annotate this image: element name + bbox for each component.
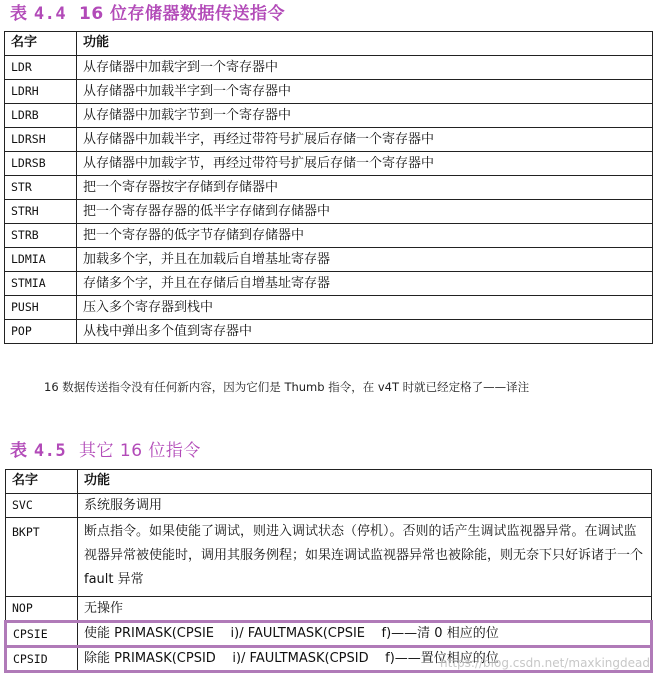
row-mnemonic: LDR (5, 56, 77, 80)
table-row (5, 320, 653, 344)
table-4-5-title: 表 4.5 其它 16 位指令 (10, 441, 201, 461)
table-row (6, 494, 652, 518)
table-row (5, 272, 653, 296)
table-row (5, 200, 653, 224)
row-mnemonic: LDRSH (5, 128, 77, 152)
row-description: 从存储器中加载字到一个寄存器中 (77, 56, 653, 80)
row-description: 从存储器中加载字节，再经过带符号扩展后存储一个寄存器中 (77, 152, 653, 176)
row-mnemonic: POP (5, 320, 77, 344)
table-row (5, 296, 653, 320)
row-mnemonic: STRB (5, 224, 77, 248)
table-row (5, 176, 653, 200)
table-row (5, 248, 653, 272)
row-mnemonic: BKPT (6, 518, 78, 597)
row-mnemonic: SVC (6, 494, 78, 518)
table-row (6, 597, 652, 622)
row-description: 把一个寄存器存器的低半字存储到存储器中 (77, 200, 653, 224)
table-row (5, 152, 653, 176)
row-description: 从存储器中加载半字到一个寄存器中 (77, 80, 653, 104)
row-mnemonic: NOP (6, 597, 78, 622)
row-description: 断点指令。如果使能了调试，则进入调试状态（停机）。否则的话产生调试监视器异常。在调试监视器异常被使能时，调用其服务例程；如果连调试监视器异常也被除能，则无奈下只好诉诸于一个 fault 异常 (78, 518, 652, 597)
row-mnemonic: LDRB (5, 104, 77, 128)
table-row (5, 80, 653, 104)
row-mnemonic: LDMIA (5, 248, 77, 272)
row-description: 从存储器中加载字节到一个寄存器中 (77, 104, 653, 128)
watermark: https://blog.csdn.net/maxkingdead (440, 656, 650, 670)
table-4-4 (4, 31, 653, 344)
row-mnemonic: CPSID (6, 647, 78, 672)
translator-note: 16 数据传送指令没有任何新内容，因为它们是 Thumb 指令，在 v4T 时就已经定格了——译注 (44, 380, 530, 394)
row-description: 使能 PRIMASK(CPSIE i)/ FAULTMASK(CPSIE f)——清 0 相应的位 (78, 622, 652, 647)
table-row (5, 104, 653, 128)
table-row (5, 56, 653, 80)
header-function: 功能 (78, 470, 652, 494)
table-row (5, 224, 653, 248)
row-description: 加载多个字，并且在加载后自增基址寄存器 (77, 248, 653, 272)
row-description: 把一个寄存器的低字节存储到存储器中 (77, 224, 653, 248)
row-mnemonic: STR (5, 176, 77, 200)
table-row-highlighted (6, 622, 652, 647)
row-mnemonic: PUSH (5, 296, 77, 320)
row-mnemonic: STRH (5, 200, 77, 224)
row-description: 压入多个寄存器到栈中 (77, 296, 653, 320)
table-header-row (5, 32, 653, 56)
row-mnemonic: CPSIE (6, 622, 78, 647)
row-description: 系统服务调用 (78, 494, 652, 518)
row-mnemonic: LDRSB (5, 152, 77, 176)
table-row (5, 128, 653, 152)
row-description: 从栈中弹出多个值到寄存器中 (77, 320, 653, 344)
table-header-row (6, 470, 652, 494)
table-4-4-title: 表 4.4 16 位存储器数据传送指令 (10, 4, 286, 24)
header-name: 名字 (5, 32, 77, 56)
row-description: 除能 PRIMASK(CPSID i)/ FAULTMASK(CPSID f)——置位相应的位 (78, 647, 652, 672)
row-description: 从存储器中加载半字，再经过带符号扩展后存储一个寄存器中 (77, 128, 653, 152)
table-row-highlighted (6, 647, 652, 672)
row-mnemonic: STMIA (5, 272, 77, 296)
table-row (6, 518, 652, 597)
table-4-5 (4, 469, 653, 673)
header-function: 功能 (77, 32, 653, 56)
row-description: 存储多个字，并且在存储后自增基址寄存器 (77, 272, 653, 296)
row-description: 把一个寄存器按字存储到存储器中 (77, 176, 653, 200)
header-name: 名字 (6, 470, 78, 494)
row-mnemonic: LDRH (5, 80, 77, 104)
row-description: 无操作 (78, 597, 652, 622)
